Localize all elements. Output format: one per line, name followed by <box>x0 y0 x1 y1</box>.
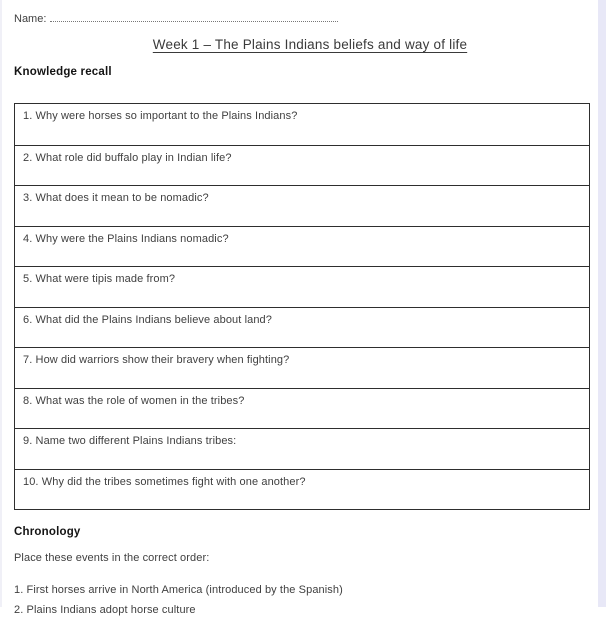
question-row: 10. Why did the tribes sometimes fight with one another? <box>15 469 589 510</box>
event-item: 2. Plains Indians adopt horse culture <box>14 601 596 620</box>
question-row: 6. What did the Plains Indians believe about land? <box>15 307 589 348</box>
question-row: 4. Why were the Plains Indians nomadic? <box>15 226 589 267</box>
chronology-heading: Chronology <box>14 526 81 538</box>
name-label: Name: <box>14 13 46 25</box>
worksheet-title: Week 1 – The Plains Indians beliefs and way of life <box>14 37 606 52</box>
question-row: 1. Why were horses so important to the Plains Indians? <box>15 104 589 145</box>
name-dotted-line <box>50 11 338 22</box>
question-row: 8. What was the role of women in the tribes? <box>15 388 589 429</box>
question-row: 2. What role did buffalo play in Indian life? <box>15 145 589 186</box>
event-item: 1. First horses arrive in North America (introduced by the Spanish) <box>14 581 596 601</box>
chronology-instruction: Place these events in the correct order: <box>14 552 209 564</box>
knowledge-recall-heading: Knowledge recall <box>14 66 112 78</box>
question-row: 3. What does it mean to be nomadic? <box>15 185 589 226</box>
page-edge-left <box>0 0 2 607</box>
question-row: 5. What were tipis made from? <box>15 266 589 307</box>
name-row <box>14 11 338 25</box>
question-row: 7. How did warriors show their bravery when fighting? <box>15 347 589 388</box>
chronology-events <box>14 581 596 620</box>
questions-table <box>14 103 590 510</box>
page-edge-right <box>598 0 606 607</box>
question-row: 9. Name two different Plains Indians tribes: <box>15 428 589 469</box>
